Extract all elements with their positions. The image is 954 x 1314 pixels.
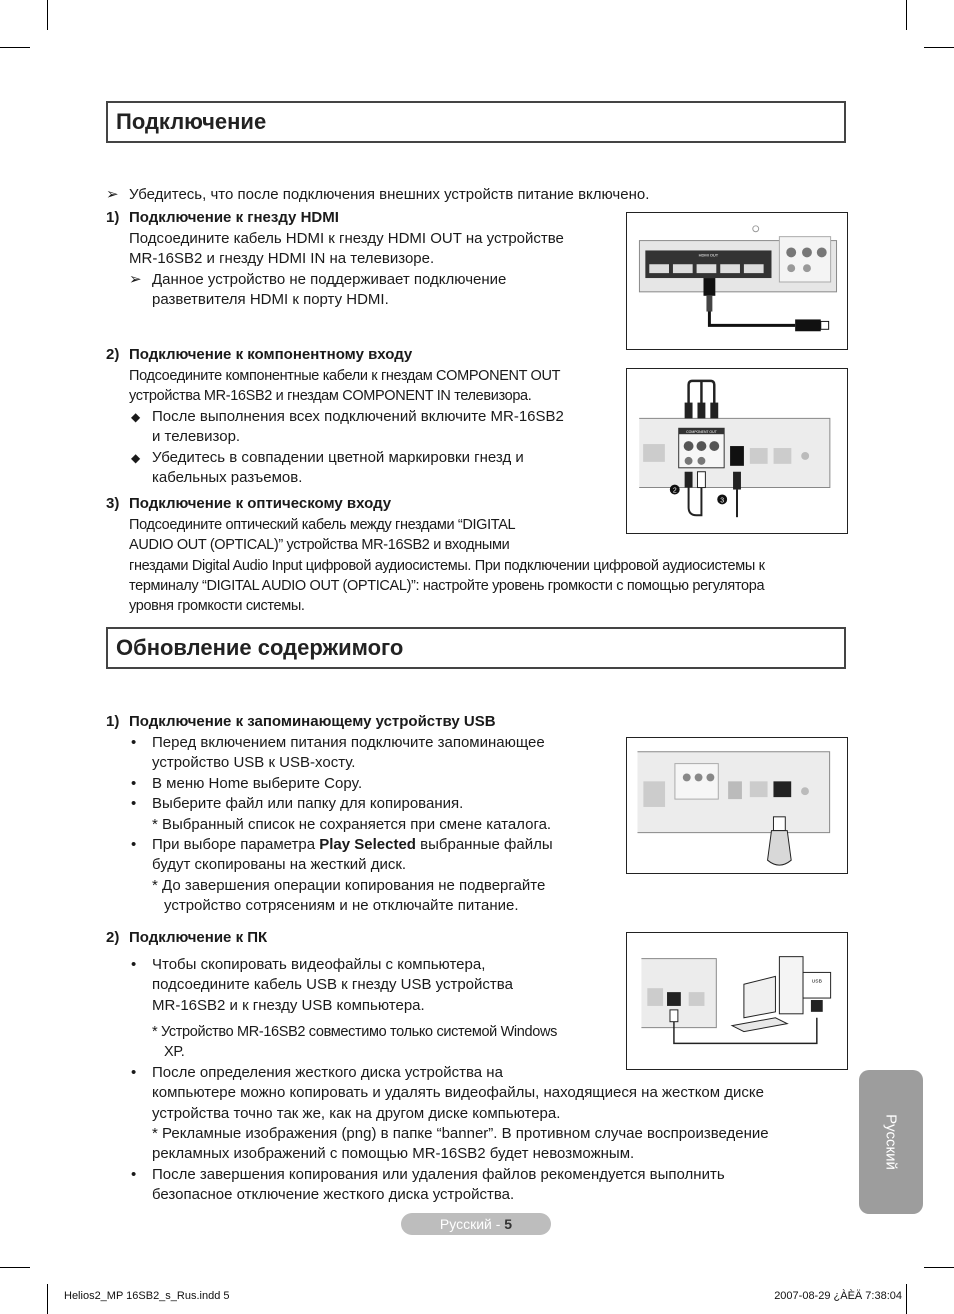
pc-heading: Подключение к ПК: [129, 929, 268, 946]
pc-bullet: безопасное отключение жесткого диска устройства.: [152, 1186, 515, 1203]
intro-text: Убедитесь, что после подключения внешних устройств питание включено.: [129, 186, 650, 203]
usb-bullet: В меню Home выберите Copy.: [152, 775, 363, 792]
hdmi-note: разветвителя HDMI к порту HDMI.: [152, 291, 389, 308]
usb-diagram: [627, 738, 847, 873]
component-bullet: Убедитесь в совпадении цветной маркировки гнезд и: [152, 449, 524, 466]
component-bullet: После выполнения всех подключений включите MR-16SB2: [152, 408, 564, 425]
usb-bullet: Выберите файл или папку для копирования.: [152, 795, 464, 812]
usb-storage-figure: [626, 737, 848, 874]
usb-bullet: устройство USB к USB-хосту.: [152, 754, 356, 771]
pc-note: * Рекламные изображения (png) в папке “banner”. В противном случае воспроизведение: [152, 1125, 769, 1142]
crop-mark: [0, 47, 30, 48]
crop-mark: [0, 1267, 30, 1268]
page-number-value: 5: [504, 1216, 513, 1232]
component-optical-figure: [626, 368, 848, 534]
usb-bullet: При выборе параметра Play Selected выбранные файлы: [152, 836, 553, 853]
hdmi-out-label: HDMI OUT: [698, 252, 719, 258]
footer-timestamp: 2007-08-29 ¿ÀÈÄ 7:38:04: [774, 1290, 902, 1302]
usb-bullet: будут скопированы на жесткий диск.: [152, 856, 407, 873]
list-bullet: •: [131, 1064, 137, 1081]
pc-num: 2): [106, 929, 120, 946]
crop-mark: [924, 47, 954, 48]
pc-note: XP.: [164, 1044, 185, 1060]
hdmi-line: MR-16SB2 и гнезду HDMI IN на телевизоре.: [129, 250, 435, 267]
marker-2: 2: [672, 487, 677, 495]
component-line: Подсоедините компонентные кабели к гнездам COMPONENT OUT: [129, 368, 561, 384]
usb-note: * Выбранный список не сохраняется при смене каталога.: [152, 816, 552, 833]
list-bullet: •: [131, 734, 137, 751]
optical-heading: Подключение к оптическому входу: [129, 495, 392, 512]
page-number: Русский - 5: [401, 1213, 551, 1235]
pc-diagram: [627, 933, 847, 1069]
crop-mark: [47, 1284, 48, 1314]
usb-num: 1): [106, 713, 120, 730]
usb-note: * До завершения операции копирования не подвергайте: [152, 877, 546, 894]
component-bullet: и телевизор.: [152, 428, 241, 445]
pc-bullet: Чтобы скопировать видеофайлы с компьютера,: [152, 956, 486, 973]
pc-bullet: После завершения копирования или удаления файлов рекомендуется выполнить: [152, 1166, 725, 1183]
marker-3: 3: [720, 497, 725, 505]
list-bullet: •: [131, 1166, 137, 1183]
optical-line: Подсоедините оптический кабель между гнездами “DIGITAL: [129, 517, 516, 533]
optical-line: уровня громкости системы.: [129, 598, 305, 614]
component-diagram: [627, 369, 847, 533]
component-out-label: COMPONENT OUT: [686, 430, 717, 435]
optical-line: гнездами Digital Audio Input цифровой аудиосистемы. При подключении цифровой аудиосистемы к: [129, 558, 765, 574]
pc-bullet: компьютере можно копировать и удалять видеофайлы, находящиеся на жестком диске: [152, 1084, 764, 1101]
optical-line: AUDIO OUT (OPTICAL)” устройства MR-16SB2 и входными: [129, 537, 510, 553]
component-num: 2): [106, 346, 120, 363]
optical-line: терминалу “DIGITAL AUDIO OUT (OPTICAL)”: настройте уровень громкости с помощью регулятора: [129, 578, 765, 594]
component-heading: Подключение к компонентному входу: [129, 346, 413, 363]
hdmi-note: Данное устройство не поддерживает подключение: [152, 271, 507, 288]
usb-port-label: USB: [811, 979, 822, 985]
crop-mark: [906, 1284, 907, 1314]
pc-connection-figure: [626, 932, 848, 1070]
hdmi-connection-figure: [626, 212, 848, 350]
crop-mark: [906, 0, 907, 30]
section-title-connection: Подключение: [106, 101, 846, 143]
play-selected-term: Play Selected: [319, 836, 416, 853]
pc-bullet: MR-16SB2 и к гнезду USB компьютера.: [152, 997, 425, 1014]
section-title-update: Обновление содержимого: [106, 627, 846, 669]
hdmi-heading: Подключение к гнезду HDMI: [129, 209, 339, 226]
hdmi-line: Подсоедините кабель HDMI к гнезду HDMI OUT на устройстве: [129, 230, 564, 247]
diamond-bullet: ◆: [131, 410, 141, 424]
footer-file-info: Helios2_MP 16SB2_s_Rus.indd 5: [64, 1290, 230, 1302]
crop-mark: [924, 1267, 954, 1268]
list-bullet: •: [131, 775, 137, 792]
intro-arrow: ➢: [106, 186, 119, 203]
language-side-tab: [859, 1070, 923, 1214]
component-line: устройства MR-16SB2 и гнездам COMPONENT IN телевизора.: [129, 388, 532, 404]
hdmi-note-arrow: ➢: [129, 271, 142, 288]
list-bullet: •: [131, 956, 137, 973]
hdmi-num: 1): [106, 209, 120, 226]
usb-note: устройство сотрясениям и не отключайте питание.: [164, 897, 519, 914]
usb-bullet: Перед включением питания подключите запоминающее: [152, 734, 545, 751]
pc-note: * Устройство MR-16SB2 совместимо только системой Windows: [152, 1024, 557, 1040]
list-bullet: •: [131, 836, 137, 853]
diamond-bullet: ◆: [131, 451, 141, 465]
optical-num: 3): [106, 495, 120, 512]
usb-heading: Подключение к запоминающему устройству USB: [129, 713, 496, 730]
crop-mark: [47, 0, 48, 30]
pc-bullet: устройства точно так же, как на другом диске компьютера.: [152, 1105, 561, 1122]
side-tab-label: Русский: [882, 1114, 900, 1170]
pc-bullet: подсоедините кабель USB к гнезду USB устройства: [152, 976, 513, 993]
component-bullet: кабельных разъемов.: [152, 469, 303, 486]
list-bullet: •: [131, 795, 137, 812]
pc-bullet: После определения жесткого диска устройства на: [152, 1064, 503, 1081]
hdmi-diagram: [627, 213, 847, 349]
pc-note: рекламных изображений с помощью MR-16SB2 будет невозможным.: [152, 1145, 635, 1162]
